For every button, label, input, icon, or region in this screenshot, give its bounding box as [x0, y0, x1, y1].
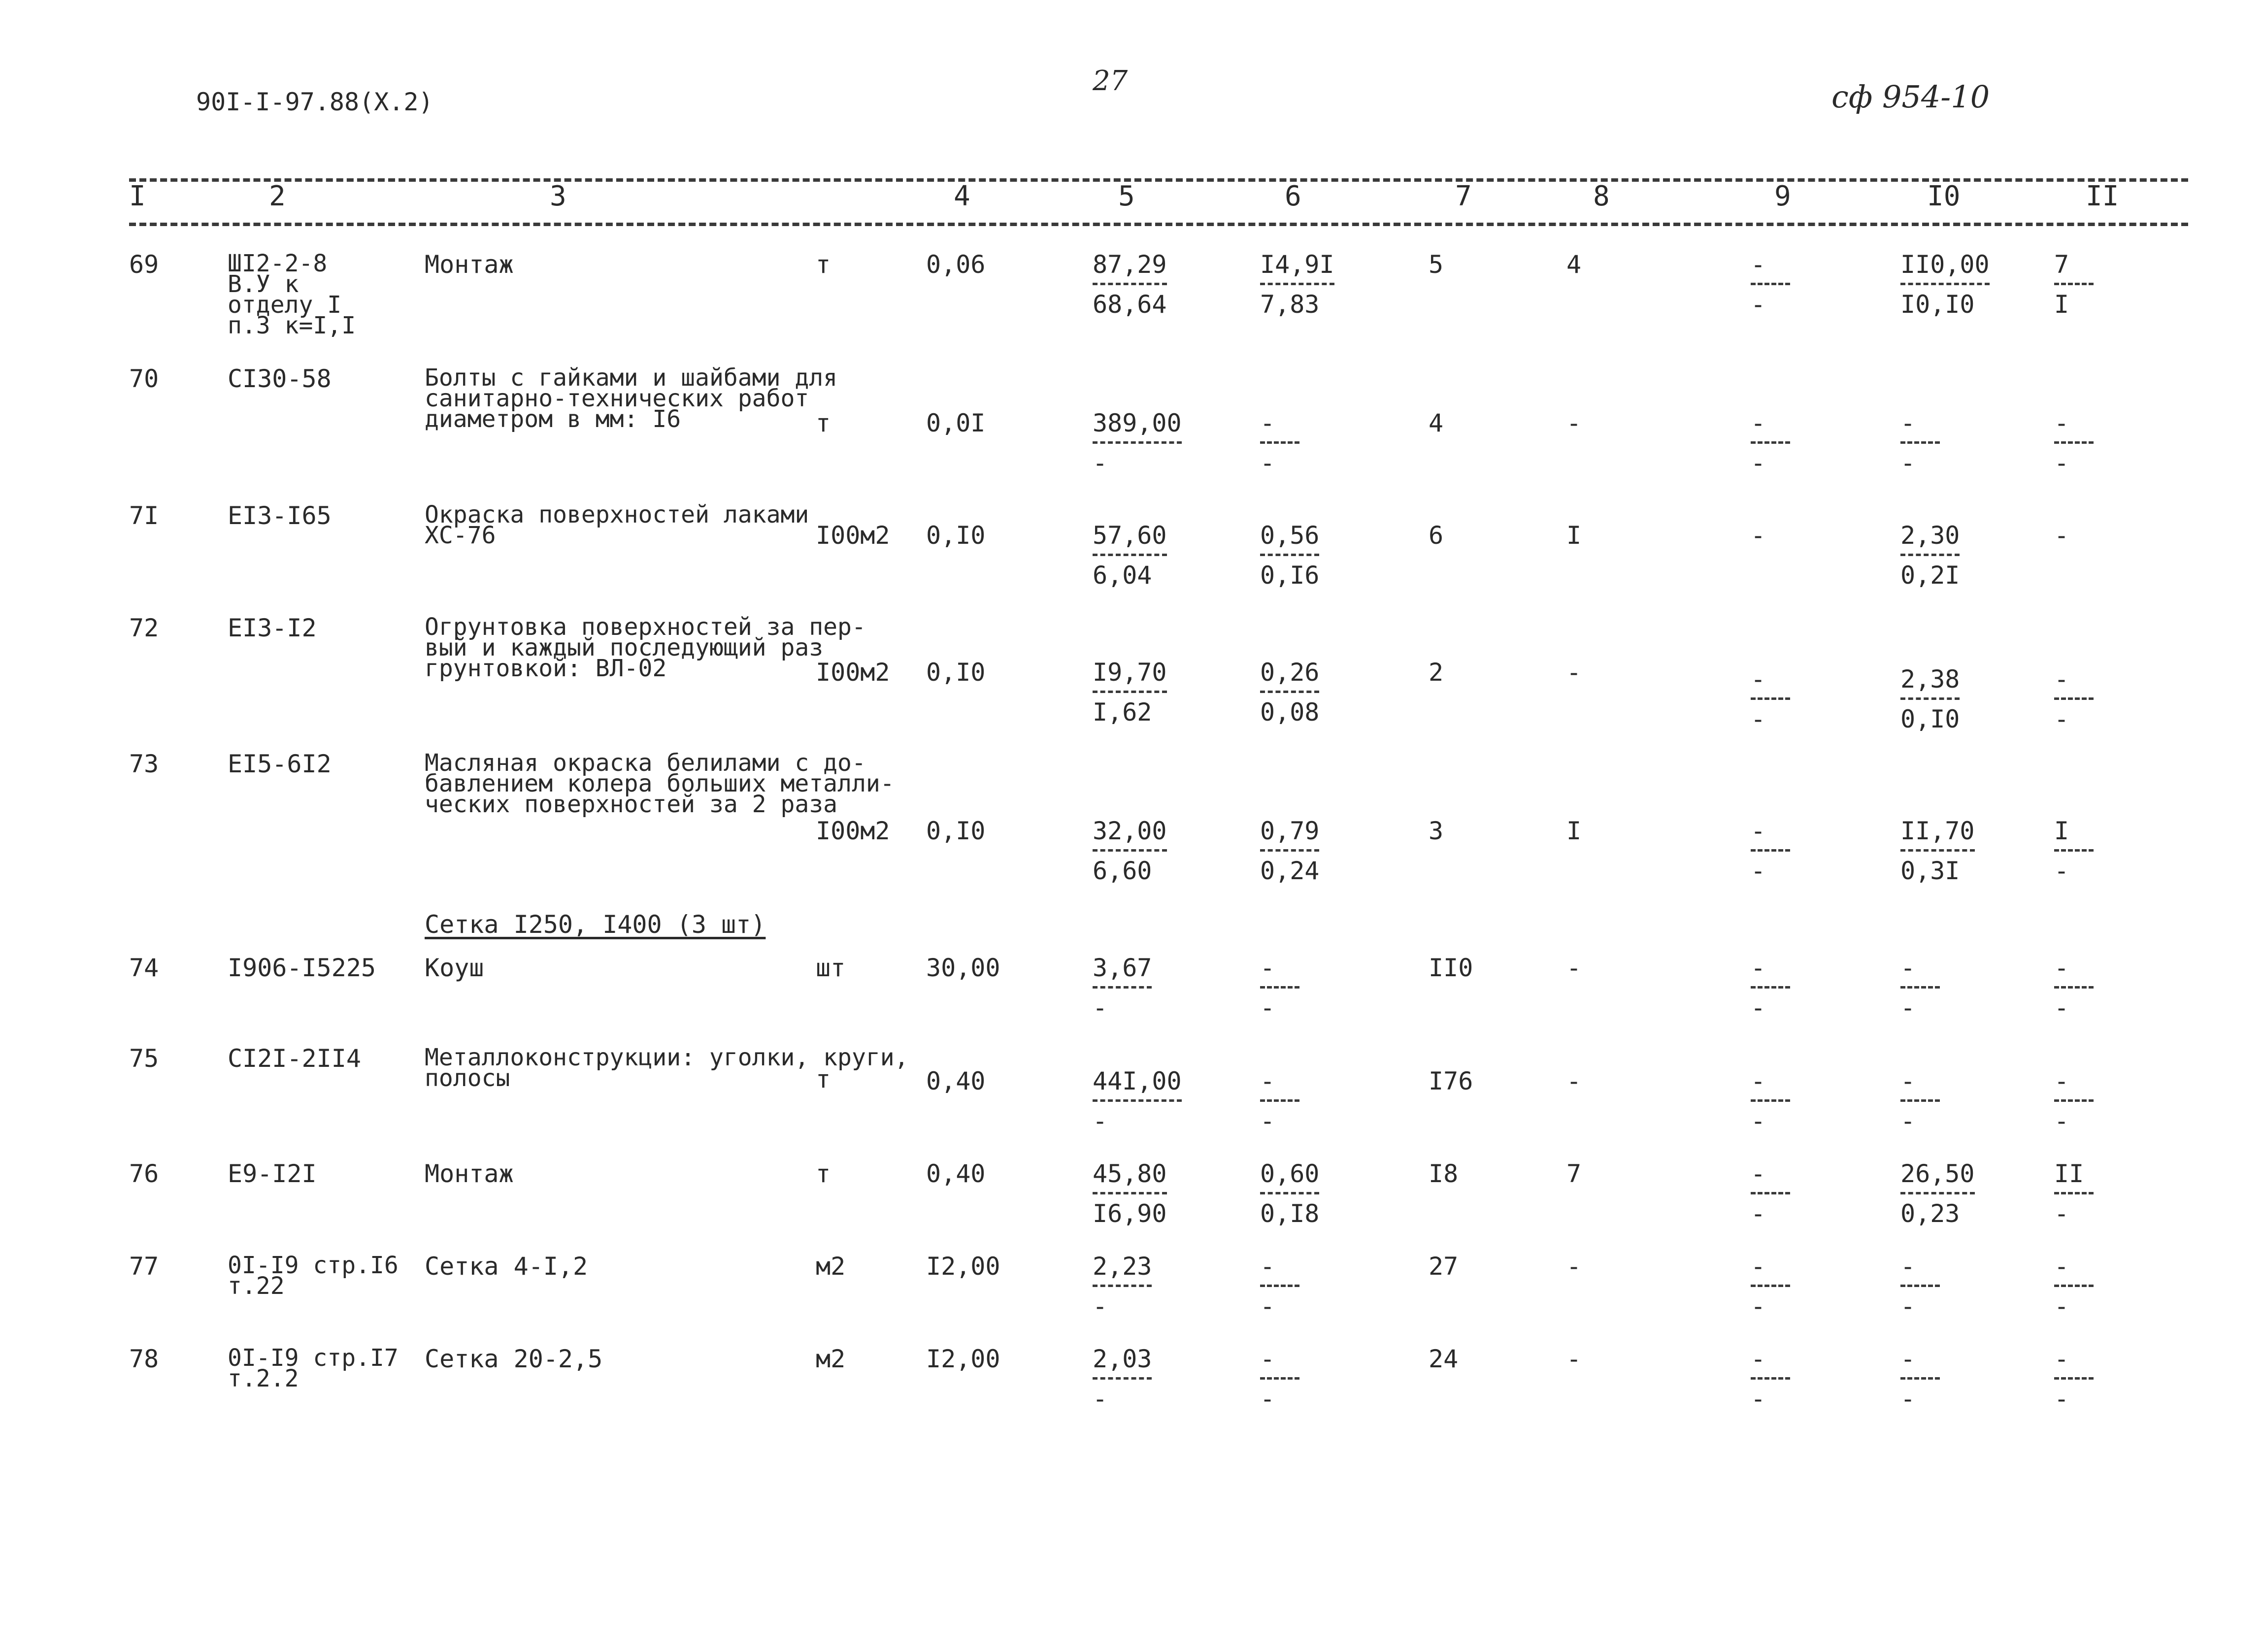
col7-value: 2 [1429, 658, 1444, 687]
col11-value: I - [2054, 820, 2094, 882]
section-title: Сетка I250, I400 (3 шт) [425, 910, 766, 939]
col8-value: - [1566, 954, 1582, 982]
col10-value: - - [1900, 1070, 1940, 1132]
unit: I00м2 [816, 521, 890, 550]
header-rule-top [129, 178, 2188, 182]
col8-value: - [1566, 1252, 1582, 1281]
col7-value: I76 [1429, 1067, 1473, 1095]
col11-value: - - [2054, 1070, 2094, 1132]
norm-code: Е9-I2I [228, 1159, 317, 1188]
col5-value: 44I,00 - [1093, 1067, 1182, 1135]
col10-value: - - [1900, 957, 1940, 1019]
page-number: 27 [1093, 65, 1128, 97]
col10-value: 26,50 0,23 [1900, 1159, 1975, 1228]
col10-value: - - [1900, 1255, 1940, 1318]
col9-value: - - [1751, 412, 1790, 474]
quantity: I2,00 [926, 1252, 1000, 1281]
col-header-8: 8 [1593, 180, 1610, 212]
norm-code: ЕI5-6I2 [228, 750, 332, 778]
quantity: 0,0I [926, 409, 986, 437]
col5-value: 32,00 6,60 [1093, 817, 1167, 885]
norm-code: СI30-58 [228, 364, 332, 393]
work-description: Огрунтовка поверхностей за пер- вый и каждый последующий раз грунтовкой: ВЛ-02 [425, 613, 866, 682]
row-number: 76 [129, 1159, 159, 1188]
norm-code: ЕI3-I2 [228, 614, 317, 642]
norm-code: ЕI3-I65 [228, 501, 332, 530]
col6-value: 0,79 0,24 [1260, 817, 1320, 885]
col-header-3: 3 [550, 180, 566, 212]
col5-value: 2,23 - [1093, 1252, 1152, 1321]
quantity: 0,40 [926, 1159, 986, 1188]
col6-value: - - [1260, 1348, 1299, 1410]
col5-value: I9,70 I,62 [1093, 658, 1167, 727]
col11-value: - - [2054, 668, 2094, 730]
row-number: 78 [129, 1345, 159, 1373]
work-description: Сетка 4-I,2 [425, 1252, 588, 1281]
col11-value: - - [2054, 1255, 2094, 1318]
work-description: Масляная окраска белилами с до- бавлением колера больших металли- ческих поверхностей за 2 раза [425, 749, 895, 818]
col5-value: 3,67 - [1093, 954, 1152, 1022]
col7-value: II0 [1429, 954, 1473, 982]
work-description: Сетка 20-2,5 [425, 1345, 603, 1373]
norm-code: 0I-I9 стр.I7 т.2.2 [228, 1344, 399, 1392]
work-description: Монтаж [425, 250, 514, 279]
work-description: Монтаж [425, 1159, 514, 1188]
col9-value: - - [1751, 253, 1790, 316]
unit: I00м2 [816, 817, 890, 845]
col-header-6: 6 [1285, 180, 1301, 212]
unit: м2 [816, 1345, 846, 1373]
col6-value: - - [1260, 412, 1299, 474]
col6-value: - - [1260, 957, 1299, 1019]
work-description: Металлоконструкции: уголки, круги, полосы [425, 1044, 909, 1092]
col7-value: 3 [1429, 817, 1444, 845]
col11-value: II - [2054, 1162, 2094, 1225]
row-number: 70 [129, 364, 159, 393]
unit: I00м2 [816, 658, 890, 687]
quantity: 0,I0 [926, 521, 986, 550]
col6-value: - - [1260, 1070, 1299, 1132]
work-description: Болты с гайками и шайбами для санитарно-технических работ диаметром в мм: I6 [425, 364, 838, 433]
row-number: 74 [129, 954, 159, 982]
norm-code: СI2I-2II4 [228, 1044, 361, 1073]
row-number: 77 [129, 1252, 159, 1281]
col10-value: II0,00 I0,I0 [1900, 250, 1990, 319]
col9-value: - - [1751, 957, 1790, 1019]
document-code: 90I-I-97.88(X.2) [196, 88, 433, 116]
col8-value: I [1566, 817, 1582, 845]
work-description: Коуш [425, 954, 484, 982]
col-header-10: I0 [1927, 180, 1961, 212]
quantity: 30,00 [926, 954, 1000, 982]
norm-code: I906-I5225 [228, 954, 376, 982]
col6-value: 0,56 0,I6 [1260, 521, 1320, 590]
col5-value: 389,00 - [1093, 409, 1182, 477]
col8-value: - [1566, 1067, 1582, 1095]
col10-value: II,70 0,3I [1900, 817, 1975, 885]
quantity: I2,00 [926, 1345, 1000, 1373]
col8-value: - [1566, 409, 1582, 437]
quantity: 0,06 [926, 250, 986, 279]
col11-value: - - [2054, 412, 2094, 474]
row-number: 72 [129, 614, 159, 642]
row-number: 75 [129, 1044, 159, 1073]
col10-value: - - [1900, 412, 1940, 474]
work-description: Окраска поверхностей лаками ХС-76 [425, 501, 809, 549]
norm-code: ШI2-2-8 В.У к отделу I п.3 к=I,I [228, 250, 356, 339]
col5-value: 45,80 I6,90 [1093, 1159, 1167, 1228]
col6-value: 0,26 0,08 [1260, 658, 1320, 727]
col7-value: 5 [1429, 250, 1444, 279]
col-header-4: 4 [954, 180, 970, 212]
header-rule-bottom [129, 223, 2188, 226]
col9-value: - - [1751, 1070, 1790, 1132]
col7-value: 24 [1429, 1345, 1459, 1373]
col-header-11: II [2086, 180, 2119, 212]
col7-value: 6 [1429, 521, 1444, 550]
row-number: 7I [129, 501, 159, 530]
col8-value: - [1566, 658, 1582, 687]
col8-value: 7 [1566, 1159, 1582, 1188]
col-header-5: 5 [1118, 180, 1135, 212]
col8-value: I [1566, 521, 1582, 550]
col9-value: - - [1751, 820, 1790, 882]
col10-value: 2,38 0,I0 [1900, 665, 1960, 733]
col6-value: - - [1260, 1255, 1299, 1318]
col11-value: - - [2054, 957, 2094, 1019]
col-header-7: 7 [1455, 180, 1472, 212]
col10-value: 2,30 0,2I [1900, 521, 1960, 590]
unit: шт [816, 954, 846, 982]
col7-value: 4 [1429, 409, 1444, 437]
quantity: 0,I0 [926, 658, 986, 687]
row-number: 73 [129, 750, 159, 778]
col5-value: 2,03 - [1093, 1345, 1152, 1413]
col5-value: 57,60 6,04 [1093, 521, 1167, 590]
col9-value: - - [1751, 1255, 1790, 1318]
unit: т [816, 1159, 831, 1188]
row-number: 69 [129, 250, 159, 279]
col-header-2: 2 [269, 180, 286, 212]
col8-value: 4 [1566, 250, 1582, 279]
unit: м2 [816, 1252, 846, 1281]
norm-code: 0I-I9 стр.I6 т.22 [228, 1252, 399, 1300]
col10-value: - - [1900, 1348, 1940, 1410]
col-header-9: 9 [1774, 180, 1791, 212]
archive-stamp: сф 954-10 [1831, 79, 1990, 115]
col-header-1: I [129, 180, 146, 212]
col7-value: I8 [1429, 1159, 1459, 1188]
col9-value: - - [1751, 1348, 1790, 1410]
unit: т [816, 250, 831, 279]
unit: т [816, 1065, 831, 1093]
col11-value: - - [2054, 1348, 2094, 1410]
col9-value: - - [1751, 1162, 1790, 1225]
col6-value: I4,9I 7,83 [1260, 250, 1334, 319]
col11-value: - [2054, 521, 2069, 550]
col6-value: 0,60 0,I8 [1260, 1159, 1320, 1228]
unit: т [816, 409, 831, 437]
col9-value: - - [1751, 668, 1790, 730]
quantity: 0,I0 [926, 817, 986, 845]
quantity: 0,40 [926, 1067, 986, 1095]
col7-value: 27 [1429, 1252, 1459, 1281]
col11-value: 7 I [2054, 253, 2094, 316]
col5-value: 87,29 68,64 [1093, 250, 1167, 319]
col8-value: - [1566, 1345, 1582, 1373]
col9-value: - [1751, 521, 1766, 550]
